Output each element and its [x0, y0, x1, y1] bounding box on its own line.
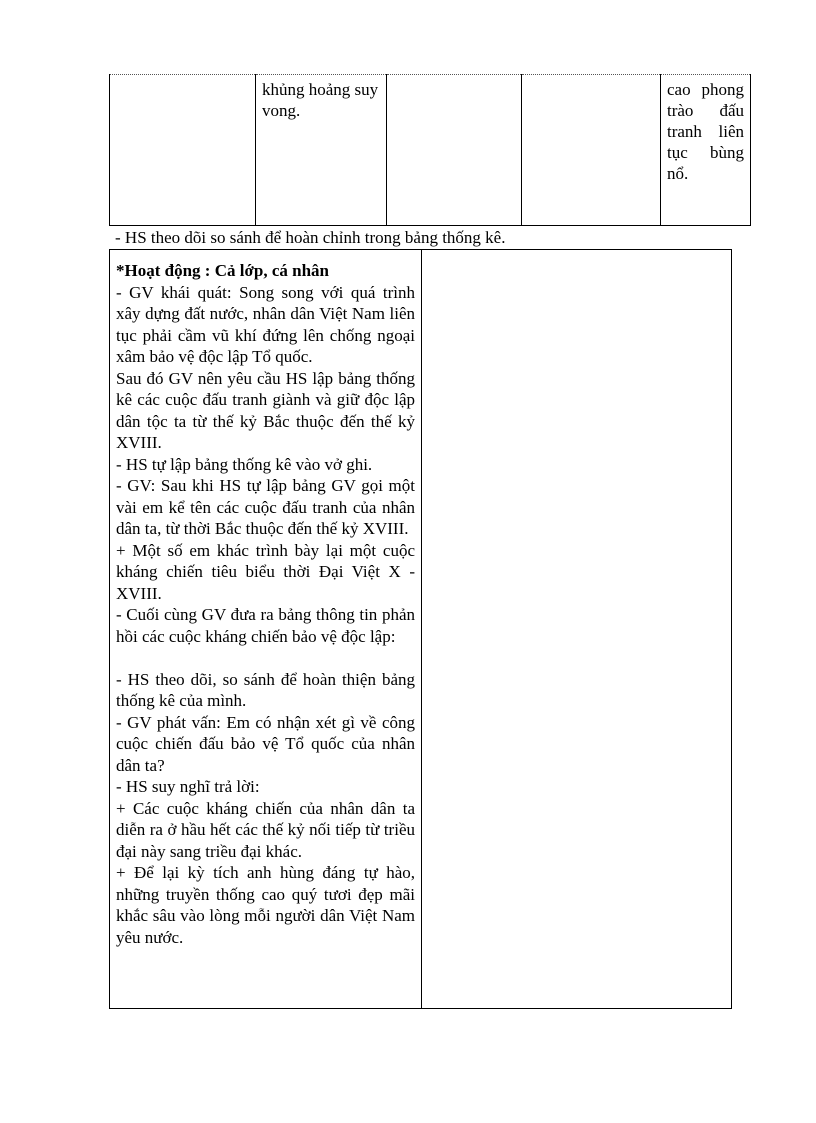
activity-paragraph: - GV khái quát: Song song với quá trình xây dựng đất nước, nhân dân Việt Nam liên tục phải cầm vũ khí đứng lên chống ngoại xâm bảo vệ độc lập Tổ quốc. — [116, 282, 415, 366]
activity-paragraph: - GV phát vấn: Em có nhận xét gì về công cuộc chiến đấu bảo vệ Tổ quốc của nhân dân ta? — [116, 712, 415, 775]
knowledge-content-cell — [422, 250, 732, 1009]
activity-description-cell — [110, 250, 422, 1009]
table-cell-5: cao phong trào đấu tranh liên tục bùng nổ. — [661, 75, 751, 226]
activity-paragraph: Sau đó GV nên yêu cầu HS lập bảng thống kê các cuộc đấu tranh giành và giữ độc lập dân tộc ta từ thế kỷ Bắc thuộc đến thế kỷ XVIII. — [116, 368, 415, 452]
table-row — [110, 75, 751, 226]
table-cell-1 — [110, 75, 256, 226]
activity-paragraph: - HS theo dõi, so sánh để hoàn thiện bảng thống kê của mình. — [116, 669, 415, 710]
activity-paragraph: - HS tự lập bảng thống kê vào vở ghi. — [116, 454, 373, 474]
activity-paragraph: - GV: Sau khi HS tự lập bảng GV gọi một vài em kể tên các cuộc đấu tranh của nhân dân ta, từ thời Bắc thuộc đến thế kỷ XVIII. — [116, 476, 415, 538]
table-cell-2: khủng hoảng suy vong. — [256, 75, 387, 226]
activity-paragraph: + Các cuộc kháng chiến của nhân dân ta diễn ra ở hầu hết các thế kỷ nối tiếp từ triều đại này sang triều đại khác. — [116, 798, 415, 861]
activity-paragraph: + Để lại kỳ tích anh hùng đáng tự hào, những truyền thống cao quý tươi đẹp mãi khắc sâu vào lòng mỗi người dân Việt Nam yêu nước. — [116, 863, 415, 947]
comparison-table-continuation — [109, 74, 751, 226]
table-caption: - HS theo dõi so sánh để hoàn chỉnh trong bảng thống kê. — [115, 228, 506, 247]
blank-line — [116, 647, 415, 669]
table-row — [110, 250, 732, 1009]
activity-paragraph: + Một số em khác trình bày lại một cuộc kháng chiến tiêu biểu thời Đại Việt X - XVIII. — [116, 540, 415, 603]
activity-paragraph: - HS suy nghĩ trả lời: — [116, 777, 260, 796]
table-cell-4 — [522, 75, 661, 226]
activity-paragraph: - Cuối cùng GV đưa ra bảng thông tin phản hồi các cuộc kháng chiến bảo vệ độc lập: — [116, 605, 415, 646]
activity-table — [109, 249, 732, 1009]
activity-heading: *Hoạt động : Cả lớp, cá nhân — [116, 261, 329, 280]
table-cell-3 — [387, 75, 522, 226]
